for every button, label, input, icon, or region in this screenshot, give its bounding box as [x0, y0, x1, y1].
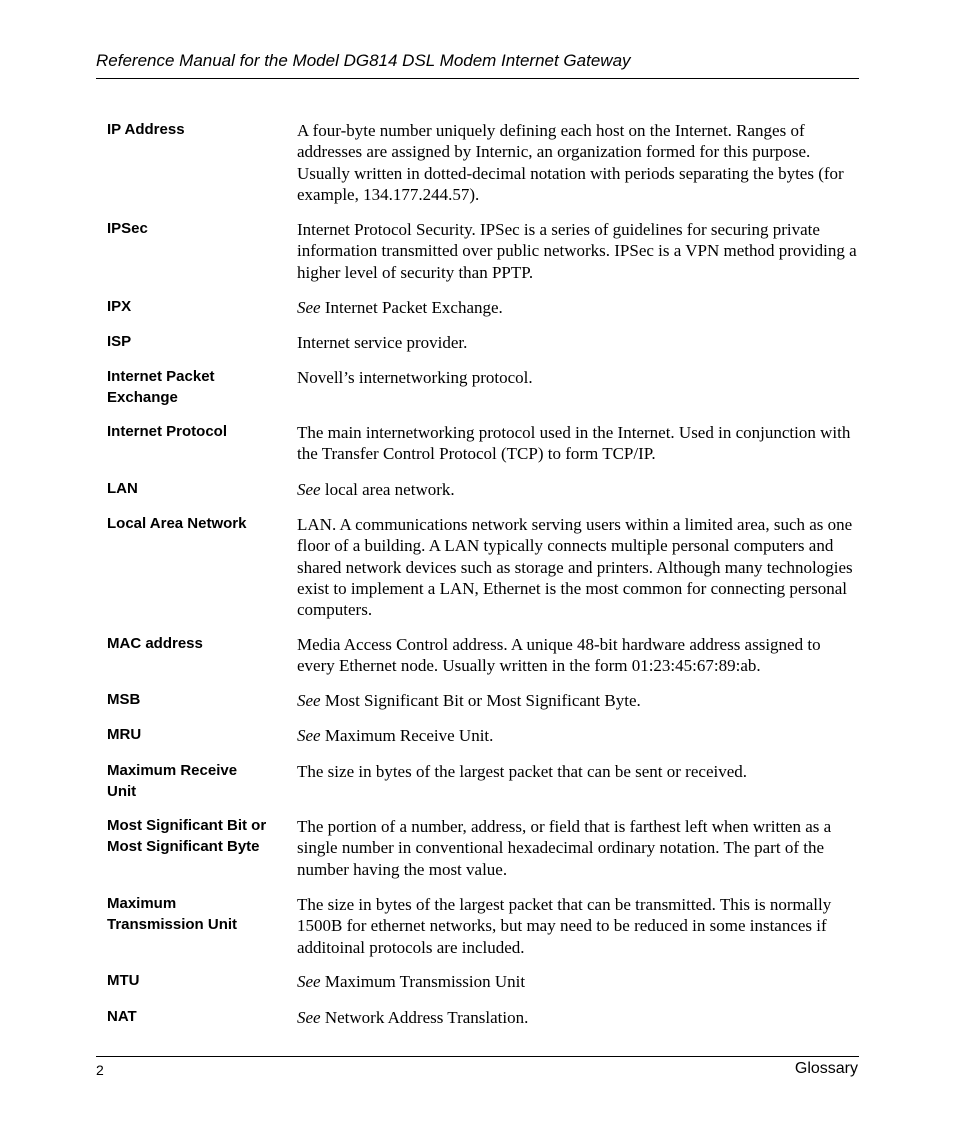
definition-text: Media Access Control address. A unique 48-bit hardware address assigned to every Ethernet node. Usually written in the form 01:23:45:67:89:ab.	[297, 635, 821, 676]
glossary-definition	[297, 422, 857, 465]
glossary-term: IPX	[107, 298, 132, 315]
definition-text: Maximum Transmission Unit	[324, 972, 526, 991]
header-divider	[96, 78, 859, 79]
definition-text: A four-byte number uniquely defining each host on the Internet. Ranges of addresses are assigned by Internic, an organization formed for this purpose. Usually written in dotted-decimal notation with periods separating the bytes (for example, 134.177.244.57).	[297, 121, 844, 204]
glossary-term: NAT	[107, 1008, 137, 1025]
see-reference-label: See	[297, 298, 321, 317]
glossary-definition	[297, 971, 857, 992]
definition-text: Novell’s internetworking protocol.	[297, 368, 533, 387]
glossary-term: LAN	[107, 480, 138, 497]
page-number: 2	[96, 1062, 104, 1078]
definition-text: The portion of a number, address, or field that is farthest left when written as a single number in conventional hexadecimal ordinary notation. The part of the number having the most value.	[297, 817, 832, 879]
glossary-definition	[297, 761, 857, 782]
definition-text: The size in bytes of the largest packet that can be sent or received.	[297, 762, 748, 781]
glossary-term: ISP	[107, 333, 132, 350]
glossary-definition	[297, 725, 857, 746]
glossary-definition	[297, 120, 857, 205]
glossary-definition	[297, 690, 857, 711]
definition-text: The main internetworking protocol used in the Internet. Used in conjunction with the Transfer Control Protocol (TCP) to form TCP/IP.	[297, 423, 851, 464]
glossary-definition	[297, 479, 857, 500]
definition-text: Internet service provider.	[297, 333, 468, 352]
glossary-term: Internet Protocol	[107, 423, 228, 440]
definition-text: Internet Packet Exchange.	[324, 298, 503, 317]
see-reference-label: See	[297, 1008, 321, 1027]
glossary-term: Local Area Network	[107, 515, 247, 532]
glossary-definition	[297, 1007, 857, 1028]
glossary-definition	[297, 219, 857, 283]
glossary-definition	[297, 332, 857, 353]
glossary-term: Maximum Receive Unit	[107, 762, 238, 800]
glossary-term: MAC address	[107, 635, 203, 652]
see-reference-label: See	[297, 480, 321, 499]
see-reference-label: See	[297, 691, 321, 710]
footer-section-title: Glossary	[794, 1060, 858, 1077]
glossary-definition	[297, 634, 857, 677]
glossary-definition	[297, 816, 857, 880]
glossary-definition	[297, 514, 857, 620]
glossary-definition	[297, 297, 857, 318]
definition-text: Network Address Translation.	[324, 1008, 529, 1027]
glossary-term: Internet Packet Exchange	[107, 368, 215, 406]
glossary-term: Most Significant Bit or Most Significant Byte	[107, 817, 267, 855]
definition-text: LAN. A communications network serving users within a limited area, such as one floor of a building. A LAN typically connects multiple personal computers and shared network devices such as storage and printers. Although many technologies exist to implement a LAN, Ethernet is the most common for connecting personal computers.	[297, 515, 853, 620]
glossary-term: IP Address	[107, 121, 185, 138]
definition-text: Maximum Receive Unit.	[324, 726, 494, 745]
definition-text: Most Significant Bit or Most Significant Byte.	[324, 691, 641, 710]
glossary-term: IPSec	[107, 220, 148, 237]
glossary-term: MSB	[107, 691, 141, 708]
glossary-definition	[297, 894, 857, 958]
glossary-term: MTU	[107, 972, 140, 989]
running-header-title: Reference Manual for the Model DG814 DSL Modem Internet Gateway	[96, 51, 631, 70]
glossary-definition	[297, 367, 857, 388]
definition-text: local area network.	[324, 480, 455, 499]
definition-text: Internet Protocol Security. IPSec is a series of guidelines for securing private information transmitted over public networks. IPSec is a VPN method providing a higher level of security than PPTP.	[297, 220, 857, 282]
see-reference-label: See	[297, 726, 321, 745]
definition-text: The size in bytes of the largest packet that can be transmitted. This is normally 1500B for ethernet networks, but may need to be reduced in some instances if additoinal protocols are included.	[297, 895, 832, 957]
footer-divider	[96, 1056, 859, 1057]
see-reference-label: See	[297, 972, 321, 991]
glossary-term: MRU	[107, 726, 142, 743]
glossary-term: Maximum Transmission Unit	[107, 895, 238, 933]
